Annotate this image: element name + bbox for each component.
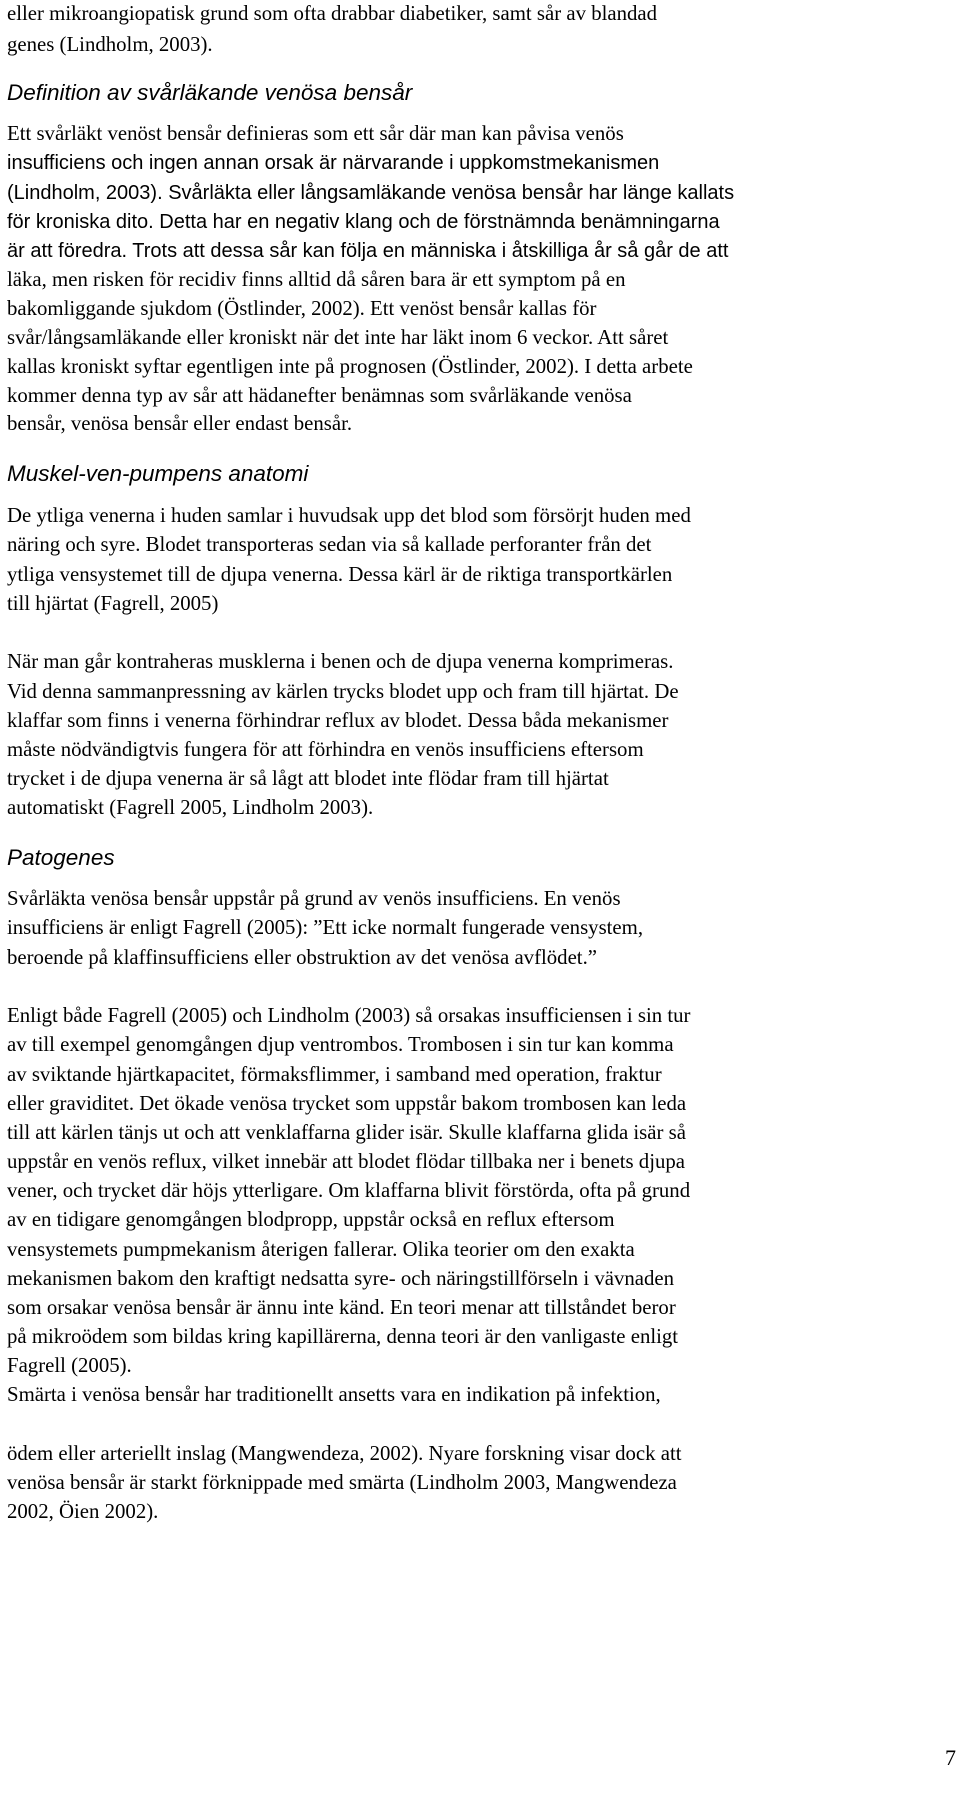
text-line: mekanismen bakom den kraftigt nedsatta syre- och näringstillförseln i vävnaden xyxy=(7,1267,675,1290)
text-line: insufficiens är enligt Fagrell (2005): ”Ett icke normalt fungerade vensystem, xyxy=(7,916,644,939)
text-line: uppstår en venös reflux, vilket innebär att blodet flödar tillbaka ner i benets djupa xyxy=(7,1150,686,1173)
text-line: Smärta i venösa bensår har traditionellt ansetts vara en indikation på infektion, xyxy=(7,1383,661,1406)
text-line: kallas kroniskt syftar egentligen inte på prognosen (Östlinder, 2002). I detta arbete xyxy=(7,355,693,378)
text-line: svår/långsamläkande eller kroniskt när det inte har läkt inom 6 veckor. Att såret xyxy=(7,326,669,349)
text-line: för kroniska dito. Detta har en negativ klang och de förstnämnda benämningarna xyxy=(7,211,720,233)
page-number: 7 xyxy=(945,1745,956,1770)
text-line: som orsakar venösa bensår är ännu inte känd. En teori menar att tillståndet beror xyxy=(7,1296,676,1319)
text-line: bakomliggande sjukdom (Östlinder, 2002). Ett venöst bensår kallas för xyxy=(7,297,597,320)
text-line: på mikroödem som bildas kring kapillärerna, denna teori är den vanligaste enligt xyxy=(7,1325,679,1348)
text-line: vener, och trycket där höjs ytterligare. Om klaffarna blivit förstörda, ofta på grund xyxy=(7,1179,691,1202)
text-line: ytliga vensystemet till de djupa venerna. Dessa kärl är de riktiga transportkärlen xyxy=(7,563,673,586)
text-line: beroende på klaffinsufficiens eller obstruktion av det venösa avflödet.” xyxy=(7,946,598,969)
text-line: När man går kontraheras musklerna i benen och de djupa venerna komprimeras. xyxy=(7,650,674,673)
text-line: Vid denna sammanpressning av kärlen trycks blodet upp och fram till hjärtat. De xyxy=(7,680,679,703)
text-line: Svårläkta venösa bensår uppstår på grund av venös insufficiens. En venös xyxy=(7,887,621,910)
text-line: av till exempel genomgången djup ventrombos. Trombosen i sin tur kan komma xyxy=(7,1033,674,1056)
text-line: vensystemets pumpmekanism återigen fallerar. Olika teorier om den exakta xyxy=(7,1238,635,1261)
text-line: 2002, Öien 2002). xyxy=(7,1500,159,1523)
text-line: automatiskt (Fagrell 2005, Lindholm 2003). xyxy=(7,796,374,819)
section-heading-pathogenesis: Patogenes xyxy=(7,845,115,870)
text-line: näring och syre. Blodet transporteras sedan via så kallade perforanter från det xyxy=(7,533,652,556)
text-line: till hjärtat (Fagrell, 2005) xyxy=(7,592,219,615)
text-line: till att kärlen tänjs ut och att venklaffarna glider isär. Skulle klaffarna glida isär så xyxy=(7,1121,686,1144)
section-heading-definition: Definition av svårläkande venösa bensår xyxy=(7,80,413,105)
text-line: De ytliga venerna i huden samlar i huvudsak upp det blod som försörjt huden med xyxy=(7,504,691,527)
text-line: (Lindholm, 2003). Svårläkta eller långsamläkande venösa bensår har länge kallats xyxy=(7,182,735,204)
text-line: Enligt både Fagrell (2005) och Lindholm (2003) så orsakas insufficiensen i sin tur xyxy=(7,1004,691,1027)
text-line: ödem eller arteriellt inslag (Mangwendeza, 2002). Nyare forskning visar dock att xyxy=(7,1442,682,1465)
text-line: Ett svårläkt venöst bensår definieras som ett sår där man kan påvisa venös xyxy=(7,122,624,145)
text-line: bensår, venösa bensår eller endast bensår. xyxy=(7,412,353,435)
text-line: av sviktande hjärtkapacitet, förmaksflimmer, i samband med operation, fraktur xyxy=(7,1063,662,1086)
text-line: måste nödvändigtvis fungera för att förhindra en venös insufficiens eftersom xyxy=(7,738,644,761)
text-line: läka, men risken för recidiv finns alltid då såren bara är ett symptom på en xyxy=(7,268,626,291)
text-line: venösa bensår är starkt förknippade med smärta (Lindholm 2003, Mangwendeza xyxy=(7,1471,677,1494)
text-line: av en tidigare genomgången blodpropp, uppstår också en reflux eftersom xyxy=(7,1208,615,1231)
text-line: är att föredra. Trots att dessa sår kan följa en människa i åtskilliga år så går de att xyxy=(7,240,729,262)
text-line: eller mikroangiopatisk grund som ofta drabbar diabetiker, samt sår av blandad xyxy=(7,2,658,25)
text-line: insufficiens och ingen annan orsak är närvarande i uppkomstmekanismen xyxy=(7,152,660,174)
text-line: genes (Lindholm, 2003). xyxy=(7,33,213,56)
text-line: kommer denna typ av sår att hädanefter benämnas som svårläkande venösa xyxy=(7,384,632,407)
text-line: eller graviditet. Det ökade venösa trycket som uppstår bakom trombosen kan leda xyxy=(7,1092,687,1115)
text-line: klaffar som finns i venerna förhindrar reflux av blodet. Dessa båda mekanismer xyxy=(7,709,669,732)
text-line: Fagrell (2005). xyxy=(7,1354,132,1377)
text-line: trycket i de djupa venerna är så lågt att blodet inte flödar fram till hjärtat xyxy=(7,767,609,790)
section-heading-anatomy: Muskel-ven-pumpens anatomi xyxy=(7,461,309,486)
